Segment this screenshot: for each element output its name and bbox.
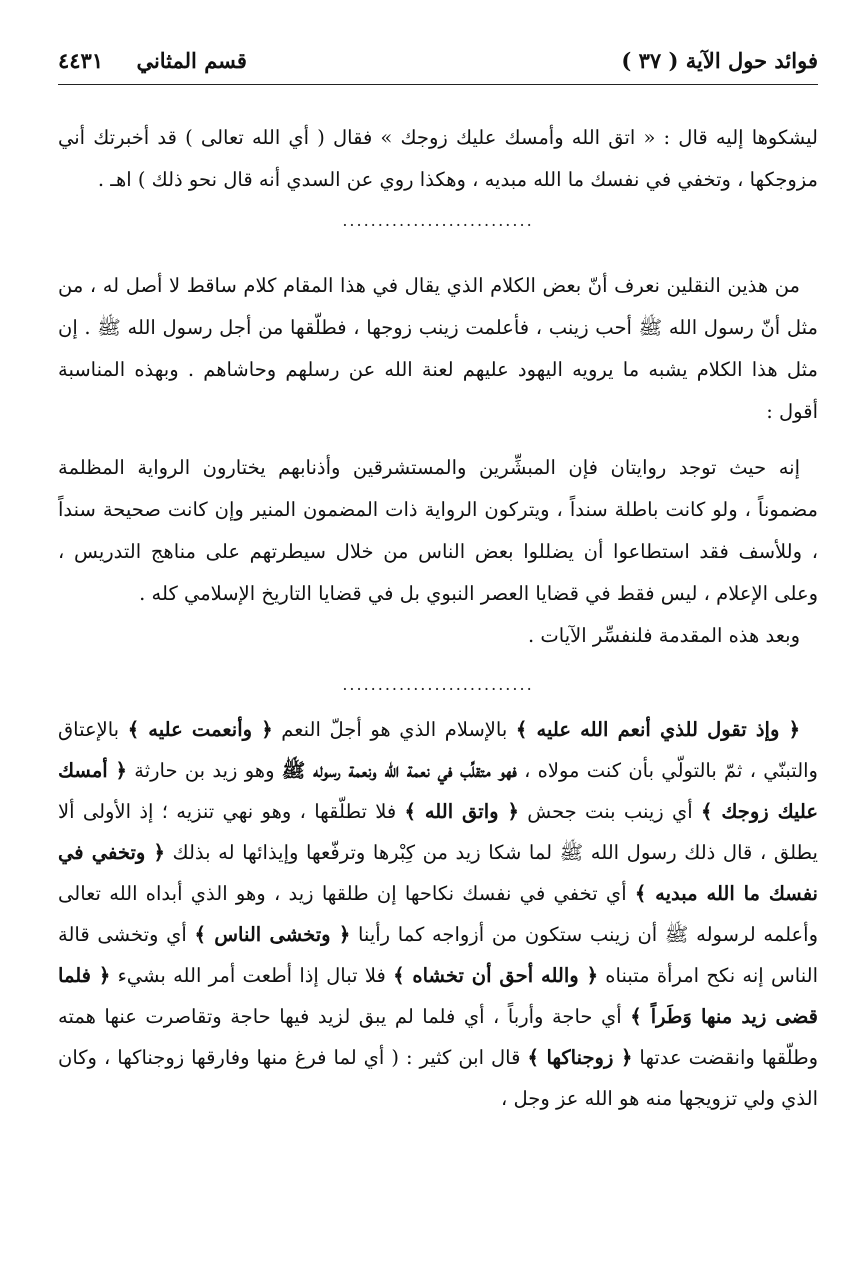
dotted-separator: ...........................	[342, 675, 534, 694]
commentary-text: بالإعتاق والتبنّي ، ثمّ بالتولّي بأن كنت مولاه ،	[58, 718, 818, 782]
quran-quote: ﴿ أمسك عليك زوجك ﴾	[58, 759, 819, 823]
quran-quote: ﴿ واتق الله ﴾	[404, 800, 519, 823]
document-page	[58, 44, 818, 1244]
quran-quote: ﴿ وأنعمت عليه ﴾	[127, 718, 273, 741]
paragraph-2: من هذين النقلين نعرف أنّ بعض الكلام الذي يقال في هذا المقام كلام ساقط لا أصل له ، من مثل أنّ رسول الله ﷺ أحب زينب ، فأعلمت زينب زوجها ، فطلّقها من أجل رسول الله ﷺ . إن مثل هذا الكلام يشبه ما يرويه اليهود عليهم لعنة الله عن رسلهم وحاشاهم . وبهذه المناسبة أقول :	[58, 274, 818, 423]
section-title: قسم المثاني	[136, 48, 247, 73]
quran-quote: ﴿ وتخشى الناس ﴾	[194, 923, 351, 946]
page-header	[58, 44, 818, 85]
tafsir-paragraph	[58, 709, 818, 1119]
commentary-text: قال ابن كثير : ( أي لما فرغ منها وفارقها زوجناكها ، وكان الذي ولي تزويجها منه هو الله عز وجل ،	[58, 1046, 818, 1110]
quran-quote: ﴿ فلما قضى زيد منها وَطَراً ﴾	[58, 964, 818, 1028]
quran-quote: ﴿ وتخفي في نفسك ما الله مبديه ﴾	[58, 841, 818, 905]
page-number: ٤٤٣١	[58, 48, 104, 73]
commentary-text: أي وتخشى قالة الناس إنه نكح امرأة متبناه	[58, 923, 818, 987]
chapter-title: فوائد حول الآية ( ٣٧ )	[621, 48, 818, 73]
commentary-text: وهو زيد بن حارثة	[126, 759, 282, 782]
commentary-text: أي زينب بنت جحش	[518, 800, 702, 823]
commentary-text: أي تخفي في نفسك نكاحها إن طلقها زيد ، وهو الذي أبداه الله تعالى وأعلمه لرسوله ﷺ أن زينب ستكون من أزواجه كما رأينا	[58, 882, 819, 946]
commentary-text: فلا تطلّقها ، وهو نهي تنزيه ؛ إذ الأولى ألا يطلق ، قال ذلك رسول الله ﷺ لما شكا زيد من كِبْرها وترفّعها وإيذائها له بذلك	[58, 800, 818, 864]
quran-quote: ﴿ والله أحق أن تخشاه ﴾	[393, 964, 598, 987]
commentary-text: فلا تبال إذا أطعت أمر الله بشيء	[110, 964, 394, 987]
paragraph-4: وبعد هذه المقدمة فلنفسِّر الآيات .	[528, 624, 800, 647]
commentary-text: أي حاجة وأرباً ، أي فلما لم يبق لزيد فيها حاجة وتقاصرت عنها همته وطلّقها وانقضت عدتها	[58, 1005, 819, 1069]
paragraph-3: إنه حيث توجد روايتان فإن المبشِّرين والمستشرقين وأذنابهم يختارون الرواية المظلمة مضموناً ، ولو كانت باطلة سنداً ، ويتركون الرواية ذات المضمون المنير وإن كانت صحيحة سنداً ، وللأسف فقد استطاعوا أن يضللوا بعض الناس من خلال سيطرتهم على مناهج التدريس ، وعلى الإعلام ، ليس فقط في قضايا العصر النبوي بل في قضايا التاريخ الإسلامي كله .	[58, 456, 818, 605]
commentary-text: بالإسلام الذي هو أجلّ النعم	[272, 718, 516, 741]
header-left	[58, 48, 247, 73]
quran-quote: ﴿ زوجناكها ﴾	[527, 1046, 633, 1069]
emphasis-text: فهو متقلِّب في نعمة الله ونعمة رسوله ﷺ	[281, 759, 517, 782]
quran-quote: ﴿ وإذ تقول للذي أنعم الله عليه ﴾	[515, 718, 800, 741]
paragraph-1: ليشكوها إليه قال : « اتق الله وأمسك عليك زوجك » فقال ( أي الله تعالى ) قد أخبرتك أني مزوجكها ، وتخفي في نفسك ما الله مبديه ، وهكذا روي عن السدي أنه قال نحو ذلك ) اهـ .	[58, 126, 818, 191]
dotted-separator: ...........................	[342, 211, 534, 230]
